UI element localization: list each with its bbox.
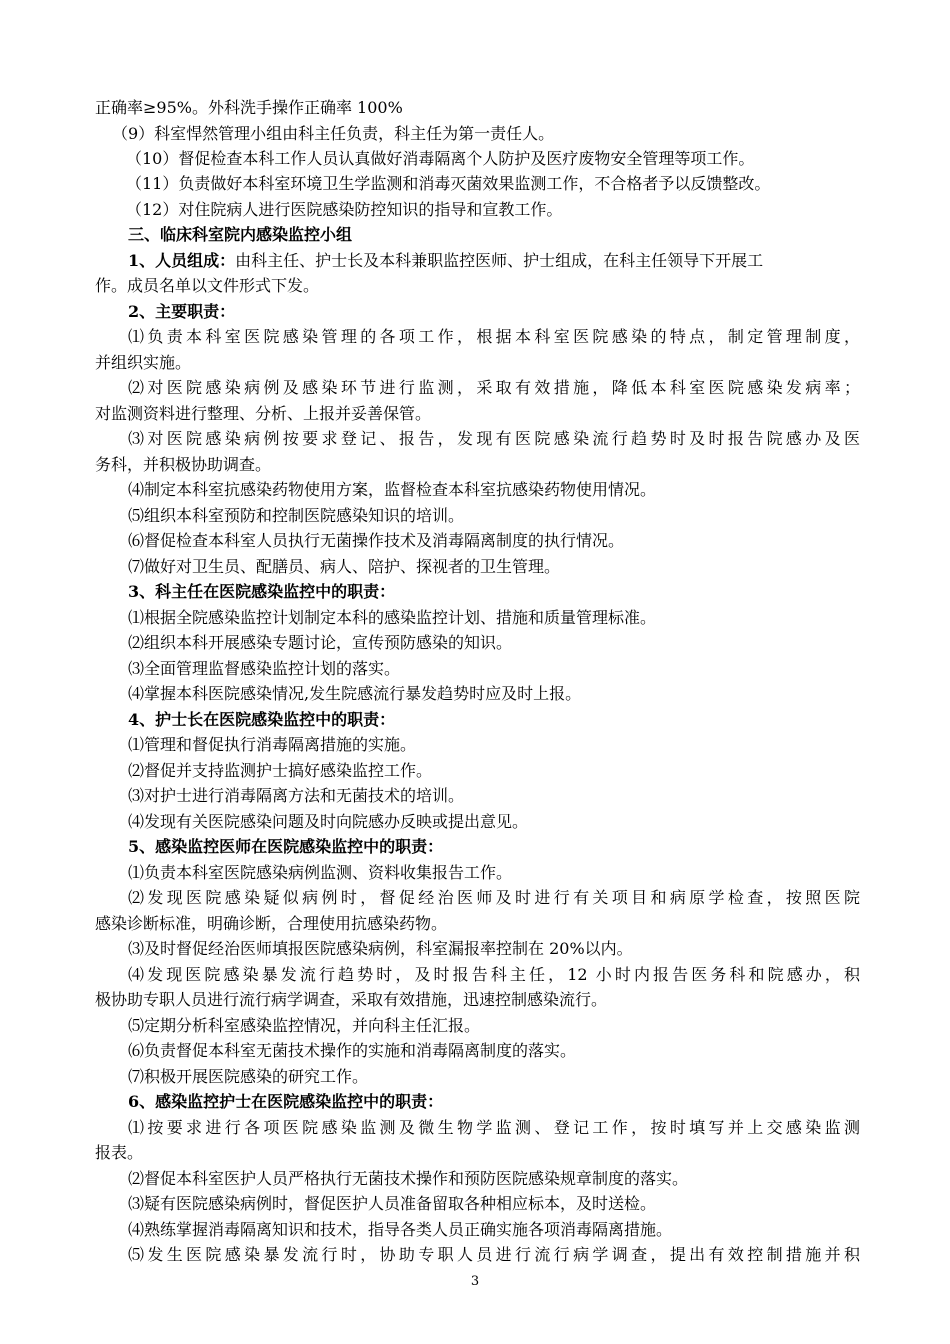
text-line: ⑵督促本科室医护人员严格执行无菌技术操作和预防医院感染规章制度的落实。 <box>128 1169 689 1188</box>
text-line: ⑷制定本科室抗感染药物使用方案，监督检查本科室抗感染药物使用情况。 <box>128 480 657 499</box>
subheading: 3、科主任在医院感染监控中的职责： <box>128 582 396 601</box>
text-line: （11）负责做好本科室环境卫生学监测和消毒灭菌效果监测工作，不合格者予以反馈整改。 <box>126 174 771 193</box>
text-line: ⑴管理和督促执行消毒隔离措施的实施。 <box>128 735 417 754</box>
text-line: 对监测资料进行整理、分析、上报并妥善保管。 <box>95 404 432 423</box>
text-span: 由科主任、护士长及本科兼职监控医师、护士组成，在科主任领导下开展工 <box>235 251 764 270</box>
page-number: 3 <box>470 1274 480 1289</box>
text-line: 感染诊断标准，明确诊断，合理使用抗感染药物。 <box>95 914 448 933</box>
text-line: 正确率≥95%。外科洗手操作正确率 100% <box>95 98 403 117</box>
text-line: ⑺积极开展医院感染的研究工作。 <box>128 1067 369 1086</box>
text-line: ⑵组织本科开展感染专题讨论，宣传预防感染的知识。 <box>128 633 513 652</box>
text-line: ⑴根据全院感染监控计划制定本科的感染监控计划、措施和质量管理标准。 <box>128 608 657 627</box>
text-line: ⑶全面管理监督感染监控计划的落实。 <box>128 659 401 678</box>
text-line: 报表。 <box>95 1143 144 1162</box>
text-line: ⑷发现医院感染暴发流行趋势时，及时报告科主任，12 小时内报告医务科和院感办，积 <box>128 965 860 984</box>
text-line: ⑸定期分析科室感染监控情况，并向科主任汇报。 <box>128 1016 481 1035</box>
text-line: ⑹督促检查本科室人员执行无菌操作技术及消毒隔离制度的执行情况。 <box>128 531 625 550</box>
text-line: （9）科室悍然管理小组由科主任负责，科主任为第一责任人。 <box>112 124 555 143</box>
text-line: ⑶及时督促经治医师填报医院感染病例，科室漏报率控制在 20%以内。 <box>128 939 633 958</box>
text-line: 极协助专职人员进行流行病学调查，采取有效措施，迅速控制感染流行。 <box>95 990 608 1009</box>
text-line: 并组织实施。 <box>95 353 192 372</box>
text-line: （10）督促检查本科工作人员认真做好消毒隔离个人防护及医疗废物安全管理等项工作。 <box>126 149 755 168</box>
text-line: ⑺做好对卫生员、配膳员、病人、陪护、探视者的卫生管理。 <box>128 557 561 576</box>
text-line: ⑶对护士进行消毒隔离方法和无菌技术的培训。 <box>128 786 465 805</box>
text-line: ⑵督促并支持监测护士搞好感染监控工作。 <box>128 761 433 780</box>
text-line: ⑷掌握本科医院感染情况,发生院感流行暴发趋势时应及时上报。 <box>128 684 582 703</box>
subheading: 1、人员组成： <box>128 251 236 270</box>
subheading: 6、感染监控护士在医院感染监控中的职责： <box>128 1092 444 1111</box>
section-heading: 三、临床科室院内感染监控小组 <box>128 225 353 244</box>
text-line: ⑵对医院感染病例及感染环节进行监测，采取有效措施，降低本科室医院感染发病率； <box>128 378 860 397</box>
subheading: 4、护士长在医院感染监控中的职责： <box>128 710 396 729</box>
text-line: ⑴负责本科室医院感染病例监测、资料收集报告工作。 <box>128 863 513 882</box>
subheading: 5、感染监控医师在医院感染监控中的职责： <box>128 837 444 856</box>
text-line: ⑵发现医院感染疑似病例时，督促经治医师及时进行有关项目和病原学检查，按照医院 <box>128 888 860 907</box>
text-line: 务科，并积极协助调查。 <box>95 455 272 474</box>
text-line: ⑶疑有医院感染病例时，督促医护人员准备留取各种相应标本，及时送检。 <box>128 1194 657 1213</box>
text-line: （12）对住院病人进行医院感染防控知识的指导和宣教工作。 <box>126 200 563 219</box>
text-line <box>128 249 860 273</box>
subheading: 2、主要职责： <box>128 302 236 321</box>
text-line: ⑸发生医院感染暴发流行时，协助专职人员进行流行病学调查，提出有效控制措施并积 <box>128 1245 860 1264</box>
text-line: ⑸组织本科室预防和控制医院感染知识的培训。 <box>128 506 465 525</box>
text-line: ⑴按要求进行各项医院感染监测及微生物学监测、登记工作，按时填写并上交感染监测 <box>128 1118 860 1137</box>
text-line: ⑷熟练掌握消毒隔离知识和技术，指导各类人员正确实施各项消毒隔离措施。 <box>128 1220 673 1239</box>
text-line: ⑶对医院感染病例按要求登记、报告，发现有医院感染流行趋势时及时报告院感办及医 <box>128 429 860 448</box>
text-line: ⑴负责本科室医院感染管理的各项工作，根据本科室医院感染的特点，制定管理制度， <box>128 327 860 346</box>
text-line: ⑷发现有关医院感染问题及时向院感办反映或提出意见。 <box>128 812 529 831</box>
text-line: ⑹负责督促本科室无菌技术操作的实施和消毒隔离制度的落实。 <box>128 1041 577 1060</box>
text-line: 作。成员名单以文件形式下发。 <box>95 276 320 295</box>
